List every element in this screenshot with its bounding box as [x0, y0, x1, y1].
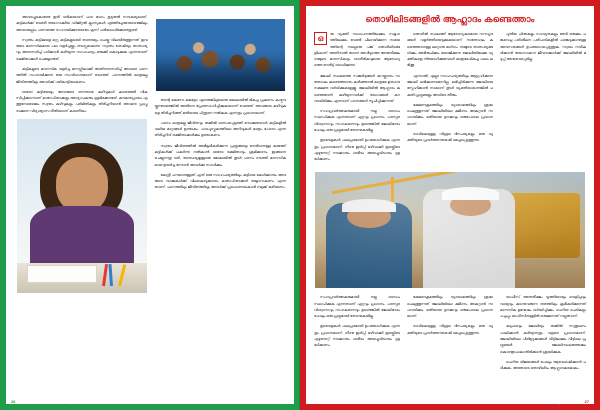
- construction-workers-photo: [314, 171, 586, 289]
- students-group-photo: [155, 18, 287, 92]
- right-columns: [314, 31, 586, 166]
- left-col2-text: [155, 97, 287, 191]
- photo-overlay: [315, 172, 585, 288]
- right-page-content: [306, 6, 594, 404]
- paragraph: രാവിലെയുള്ള വിശ്രമ ദിനചര്യകളും ഒരു വ്യക്തിയുടെ പ്രവർത്തനശേഷി മെച്ചപ്പെടുത്തുന്നു.: [407, 324, 493, 335]
- left-page-content: [6, 6, 294, 404]
- page-number: 26: [11, 399, 16, 404]
- right-col3-text-top: [500, 31, 586, 62]
- right-col2-text: [407, 31, 493, 144]
- footer-magazine-title: വനിതാ ആരോഗ്യം | സെപ്റ്റംബർ 2019: [20, 399, 93, 404]
- right-col3-text-bottom: [500, 294, 586, 371]
- paragraph: തന്റെ മകനോ മകളോ എന്തെങ്കിലുമൊരു മേഖലയിൽ മികച്ച പ്രകടനം കാഴ്ചവയ്ക്കുന്നുണ്ടെങ്കിൽ അതിനെ പ്രോത്സാഹിപ്പിക്കുകയാണ് വേണ്ടത്. അവരുടെ കഴിവുകളെ തിരിച്ചറിഞ്ഞ് മതിയായ പിന്തുണ നൽകുക എന്നതും പ്രധാനമാണ്.: [154, 98, 286, 115]
- right-column-3: [500, 31, 586, 166]
- footer-magazine-title: വനിതാ ആരോഗ്യം | സെപ്റ്റംബർ 2019: [507, 399, 580, 404]
- right-column-3-bottom: [500, 294, 586, 375]
- paragraph: ചെറിയ വിജയങ്ങൾ പോലും ആഘോഷിക്കാൻ പഠിക്കുക. അതോടെ തൊഴിലിടം ആഹ്ലാദകരമാകും.: [500, 359, 586, 371]
- photo-book-shape: [27, 265, 97, 282]
- paragraph: എന്നാൽ, എല്ലാ സാഹചര്യത്തിലും ആഗ്രഹിക്കുന്ന ജോലി ലഭിക്കണമെന്നില്ല. ലഭിച്ചിരിക്കുന്ന ജോലിയെ സ്നേഹിക്കാൻ നാമാണ് തുടർ വ്യക്തിയാണെങ്കിൽ പകുതി പ്രശ്നങ്ങളും അവിടെ തീരും.: [407, 73, 493, 97]
- right-col1-text-bottom: [314, 294, 400, 348]
- right-col2-text-bottom: [407, 294, 493, 336]
- right-page: [300, 0, 600, 410]
- right-column-2: [407, 31, 493, 166]
- paragraph: രു വ്യക്തി സ്ഥാപനത്തിലേക്കും സമൂഹത്തിലേക്കും വേണ്ടി ചിലവഴിക്കുന്ന സമയത്തിന്റെ നല്ലൊരു പങ്ക് തൊഴിലിടങ്ങളിലാണ്. അതിനാൽ തന്നെ അവിടുത്തെ അന്തരീക്ഷം നമ്മുടെ മാനസികവും ശാരീരികവുമായ ആരോഗ്യത്തെ നേരിട്ട് ബാധിക്കുന്നു.: [314, 32, 400, 68]
- girl-reading-photo: [16, 118, 148, 294]
- paragraph: ജോലി സ്ഥലത്തെ സമ്മർദ്ദങ്ങൾ കുറയ്ക്കാനും സന്തോഷം കണ്ടെത്താനും കഴിഞ്ഞാൽ മാത്രമേ ഉത്പാദനക്ഷമത വർധിക്കുകയുള്ളൂ. ജോലിയിൽ ആഹ്ലാദം കണ്ടെത്താൻ കഴിയുന്നവർക്ക് രോഗങ്ങൾ കുറവായിരിക്കും എന്നാണ് പഠനങ്ങൾ സൂചിപ്പിക്കുന്നത്.: [314, 73, 400, 103]
- paragraph: അവരച്ചുകൊണ്ടേ ഇരി വരികയാണ് പാഠ ഭാഗം കൂടുതൽ സൗകര്യമാണ്. കുട്ടികൾക്ക് വേണ്ടി തയാറാക്കിയ ഡിജിറ്റൽ ക്ലാസുകൾ എത്തിച്ചേരുന്നുണ്ടെങ്കിലും അവയെല്ലാം പഠനത്തെ സഹായിക്കുന്നുണ്ടോ എന്ന് പരിശോധിക്കേണ്ടതുണ്ട്.: [16, 15, 148, 32]
- paragraph: ഭക്ഷണക്രമത്തിലും വ്യായാമത്തിലും ശ്രദ്ധ ചെലുത്തുന്നത് ജോലിയിലെ ക്ഷീണം അകറ്റാൻ സഹായിക്കും. മതിയായ ഉറക്കവും ഒരുപോലെ പ്രധാനമാണ്.: [407, 295, 493, 319]
- right-page-footer: [306, 397, 594, 406]
- left-column-1: [16, 14, 148, 384]
- paragraph: തൊഴിൽ സ്ഥലത്ത് ആരോഗ്യകരമായ സൗഹൃദങ്ങൾ വളർത്തിയെടുക്കുകയാണ് സന്തോഷം കണ്ടെത്താനുള്ള മറ്റൊരു മാർഗം. നമ്മുടെ താത്പര്യങ്ങൾക്കും അഭിരുചിക്കും യോജിക്കുന്ന ജോലിയിലേക്കു വ്യക്തികളെ നിയോഗിക്കുമ്പോൾ മാത്രമേ മികച്ച ഫലം ലഭിക്കൂ.: [407, 32, 493, 68]
- page-number: 27: [584, 399, 589, 404]
- right-column-1: [314, 31, 400, 166]
- paragraph: ഓഫീസ് അന്തരീക്ഷം വൃത്തിയായും വെളിച്ചവും വായുവും കടന്നുവരുന്ന തരത്തിലും ക്രമീകരിക്കുന്നത് മാനസിക ഉന്മേഷം വർദ്ധിപ്പിക്കും. ചെറിയ ചെടികളും പച്ചപ്പും ഓഫീസിനുള്ളിൽ ഒരുക്കുന്നത് നല്ലതാണ്.: [500, 295, 586, 319]
- left-page-footer: [6, 397, 294, 406]
- left-col1-text: [16, 14, 148, 114]
- paragraph: സ്വന്തം ജീവിതത്തിൽ അഭിമുഖീകരിക്കുന്ന പ്രശ്നങ്ങളെ നേരിടാനുള്ള കരുത്ത് കുട്ടികൾക്ക് പകർന്നു നൽകാൻ ഓരോ രക്ഷിതാവും ശ്രമിക്കണം. ഇങ്ങനെ ചെയ്യുന്നതു വഴി, താത്പര്യമുള്ളതെ മേഖലയിൽ തുടർ പഠനം നടത്തി മാനസികമായ ഉയർച്ച നേടാൻ അവർക്കു സാധിക്കും.: [154, 143, 286, 167]
- photo-body-shape: [30, 206, 134, 269]
- paragraph: പഠനം മാത്രമല്ല ജീവിതവും തമ്മിൽ ബന്ധപ്പെടുത്തി നോക്കുമ്പോൾ കുട്ടികളിൽ വലിയ മാറ്റങ്ങൾ ഉണ്ടാകും. പാഠപുസ്തകത്തിലെ അറിവുകൾ മാത്രം പോരാ എന്ന തിരിച്ചറിവ് രക്ഷിതാക്കൾക്കും ഉണ്ടാകണം.: [154, 120, 286, 138]
- paragraph: ഇടവേളകൾ ഫലപ്രദമായി ഉപയോഗിക്കുക എന്നതും പ്രധാനമാണ്. നീണ്ട ഇരിപ്പ് ഒഴിവാക്കി ഇടയ്ക്കിടെ എഴുന്നേറ്റ് നടക്കാനും ശരീരം അയച്ചുവിടാനും ശ്രദ്ധിക്കണം.: [314, 324, 400, 348]
- paragraph: സഹപ്രവർത്തകരുമായി നല്ല ബന്ധം സ്ഥാപിക്കുക എന്നതാണ് ഏറ്റവും പ്രധാനം. പരസ്പര വിശ്വാസവും സഹകരണവും ഉണ്ടെങ്കിൽ ജോലിഭാരം പോലും ഒരു പ്രശ്നമായി തോന്നുകയില്ല.: [314, 295, 400, 319]
- right-column-1-bottom: [314, 294, 400, 375]
- photo-face-shape: [56, 157, 108, 213]
- paragraph: പുതിയ ചിന്തകളും സാധ്യതകളും തേടി ഒരുക്കം പങ്കുവെച്ച പരിശീലന പരിപാടികളിൽ പങ്കെടുക്കാനുള്ള അവസരങ്ങൾ ഉപയോഗപ്പെടുത്തുക. സ്വയം നവീകരിക്കാൻ തയാറാകുന്ന ജീവനക്കാർക്ക് ജോലിയിൽ മടുപ്പ് അനുഭവപ്പെടില്ല.: [500, 32, 586, 62]
- paragraph: രാവിലെയുള്ള വിശ്രമ ദിനചര്യകളും ഒരു വ്യക്തിയുടെ പ്രവർത്തനശേഷി മെച്ചപ്പെടുത്തുന്നു.: [407, 131, 493, 143]
- paragraph: സഹപ്രവർത്തകരുമായി നല്ല ബന്ധം സ്ഥാപിക്കുക എന്നതാണ് ഏറ്റവും പ്രധാനം. പരസ്പര വിശ്വാസവും സഹകരണവും ഉണ്ടെങ്കിൽ ജോലിഭാരം പോലും ഒരു പ്രശ്നമായി തോന്നുകയില്ല.: [314, 109, 400, 132]
- paragraph: ഓരോ കുട്ടിയേയും അവരുടെ തനതായ കഴിവുകൾ കണ്ടെത്തി വികസിപ്പിക്കാനാണ് മാതാപിതാക്കളും അധ്യാപകരും ശ്രമിക്കേണ്ടത്. കൗമാരപ്രായം എത്തുമ്പോഴേക്കും സ്വന്തം കഴിവുകളും പരിമിതികളും തിരിച്ചറിയാൻ അവരെ പ്രാപ്തരാക്കുന്ന വിദ്യാഭ്യാസ രീതിയാണ് കരണീയം.: [16, 89, 148, 113]
- paragraph: ഭക്ഷണക്രമത്തിലും വ്യായാമത്തിലും ശ്രദ്ധ ചെലുത്തുന്നത് ജോലിയിലെ ക്ഷീണം അകറ്റാൻ സഹായിക്കും. മതിയായ ഉറക്കവും ഒരുപോലെ പ്രധാനമാണ്.: [407, 102, 493, 126]
- left-column-2: [155, 14, 287, 384]
- paragraph: കേന്ദ്രീ പറയാനുള്ളത് ഏത് ഒരു സാഹചര്യത്തിലും കുട്ടിയെ കേൾക്കാനും അവരുടെ വാക്കുകൾക്ക് വിലകൊടുക്കാനും മാതാപിതാക്കൾ തയ്യാറാകണം എന്നതാണ്. പഠനത്തിലും ജീവിതത്തിലും അവർക്ക് പ്രചോദനമാകാൻ നമുക്ക് കഴിയണം.: [154, 172, 286, 190]
- paragraph: ഇടവേളകൾ ഫലപ്രദമായി ഉപയോഗിക്കുക എന്നതും പ്രധാനമാണ്. നീണ്ട ഇരിപ്പ് ഒഴിവാക്കി ഇടയ്ക്കിടെ എഴുന്നേറ്റ് നടക്കാനും ശരീരം അയച്ചുവിടാനും ശ്രദ്ധിക്കണം.: [314, 138, 400, 162]
- right-column-2-bottom: [407, 294, 493, 375]
- paragraph: കുട്ടികളുടെ മാനസിക വളർച്ച മനസ്സിലാക്കി അതിനനുസരിച്ച് അവരെ പഠനത്തിൽ സഹായിക്കുന്ന ഒരു സംവിധാനമാണ് വേണ്ടത്. പഠനത്തിൽ മാത്രമല്ല ജീവിതത്തിലും അവർക്ക് വഴികാട്ടിയാകണം.: [16, 66, 148, 84]
- paragraph: സ്വന്തം കുട്ടിക്കളെ മറ്റു കുട്ടികളുമായി താരതമ്യം ചെയ്തു വിലയിരുത്തുന്നത് ഇവരുടെ മാനസികമായ പല വളർച്ചയ്ക്കും തടസ്സമാകുന്നു. സ്വന്തം ശേഷിയും താത്പര്യവും അനുസരിച്ച് പഠിക്കാൻ കഴിയുന്ന സാഹചര്യം ഒരുക്കി കൊടുക്കുക എന്നതാണ് രക്ഷിതാക്കൾ ചെയ്യേണ്ടത്.: [16, 37, 148, 61]
- drop-cap: ഒ: [314, 32, 327, 45]
- paragraph: കുടുംബവും ജോലിയും തമ്മിൽ സന്തുലനം പാലിക്കാൻ കഴിയുന്നതും വളരെ പ്രധാനമാണ്. ജോലിയിലെ പിരിമുറുക്കങ്ങൾ വീട്ടിലേക്കും വീട്ടിലെ പ്രശ്നങ്ങൾ ജോലിസ്ഥലത്തേക്കും കൊണ്ടുപോകാതിരിക്കാൻ ശ്രദ്ധിക്കുക.: [500, 324, 586, 354]
- right-columns-bottom: [314, 294, 586, 375]
- left-columns: [16, 14, 286, 384]
- right-col1-text: [314, 31, 400, 162]
- article-headline: തൊഴിലിടങ്ങളിൽ ആഹ്ലാദം കണ്ടെത്താം: [365, 14, 535, 24]
